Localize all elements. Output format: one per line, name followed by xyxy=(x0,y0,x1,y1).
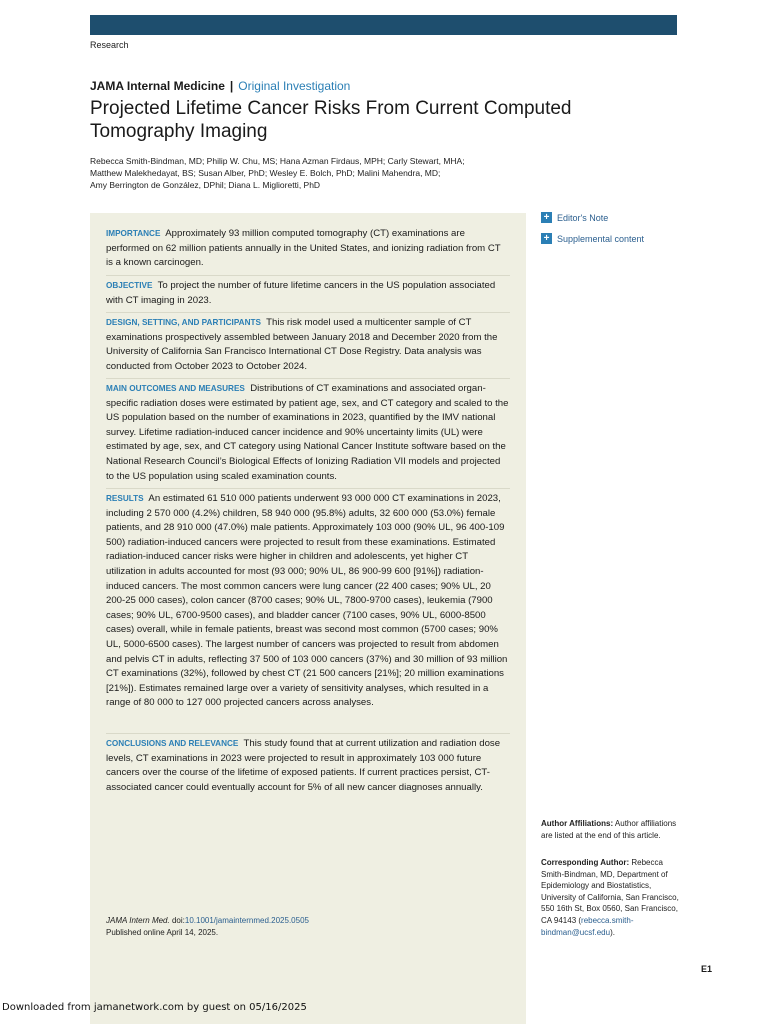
abstract-divider xyxy=(106,275,510,276)
section-label: Research xyxy=(90,40,129,50)
doi-link[interactable]: 10.1001/jamainternmed.2025.0505 xyxy=(184,916,309,925)
outcomes-heading: MAIN OUTCOMES AND MEASURES xyxy=(106,384,245,393)
citation-line xyxy=(106,915,406,927)
journal-abbreviation: JAMA Intern Med. xyxy=(106,916,170,925)
corresponding-author: Corresponding Author: Rebecca Smith-Bindman, MD, Department of Epidemiology and Biostatistics, University of California, San Francisco, 550 16th St, Box 0560, San Francisco, CA 94143 (rebecca.smith-bindman@ucsf.edu). xyxy=(541,858,679,937)
abstract-outcomes xyxy=(106,382,510,484)
conclusions-heading: CONCLUSIONS AND RELEVANCE xyxy=(106,739,239,748)
abstract-divider xyxy=(106,733,510,734)
design-heading: DESIGN, SETTING, AND PARTICIPANTS xyxy=(106,318,261,327)
design-text: This risk model used a multicenter sample of CT examinations prospectively assembled between January 2018 and December 2020 from the University of California San Francisco International CT Dose Registry. Data analysis was conducted from October 2023 to October 2024. xyxy=(106,317,498,372)
author-line: Amy Berrington de González, DPhil; Diana L. Miglioretti, PhD xyxy=(90,180,321,190)
abstract-divider xyxy=(106,312,510,313)
journal-line xyxy=(90,79,350,93)
corresponding-text: Rebecca Smith-Bindman, MD, Department of Epidemiology and Biostatistics, University of California, San Francisco, 550 16th St, Box 0560, San Francisco, CA 94143 xyxy=(541,858,679,925)
page-number: E1 xyxy=(701,964,713,974)
corresponding-email-link[interactable]: rebecca.smith-bindman@ucsf.edu xyxy=(541,915,634,937)
abstract-results xyxy=(106,492,510,711)
published-date: Published online April 14, 2025. xyxy=(106,927,219,937)
doi-prefix: doi: xyxy=(171,916,185,925)
abstract-divider xyxy=(106,488,510,489)
abstract-importance xyxy=(106,227,510,271)
conclusions-text: This study found that at current utilization and radiation dose levels, CT examinations in 2023 were projected to result in approximately 103 000 future cancers over the course of the lifetime of exposed patients. If current practices persist, CT-associated cancer could eventually account for 5% of all new cancer diagnoses annually. xyxy=(106,738,501,793)
results-text: An estimated 61 510 000 patients underwent 93 000 000 CT examinations in 2023, including 2 570 000 (4.2%) children, 58 940 000 (95.8%) adults, 32 600 000 (53.0%) female patients, and 28 910 000 (47.0%) male patients. Approximately 103 000 (90% UL, 96 400-109 500) radiation-induced cancers were projected to result from these examinations. Estimated radiation-induced cancer risks were higher in children and adolescents, yet higher CT utilization in adults accounted for most (93 000; 90% UL, 86 900-99 600 [91%]) radiation-induced cancers. The most common cancers were lung cancer (22 400 cases; 90% UL, 20 200-25 000 cases), colon cancer (8700 cases; 90% UL, 7800-9700 cases), leukemia (7900 cases; 90% UL, 6700-9500 cases), and bladder cancer (7100 cases, 90% UL, 6000-8500 cases) overall, while in female patients, breast was second most common (5700 cases; 90% UL, 5000-6500 cases). The largest number of cancers was projected to result from abdomen and pelvis CT in adults, reflecting 37 500 of 103 000 cancers (37%) and 30 million of 93 million CT examinations (32%), followed by chest CT (21 500 cancers [21%]; 20 million examinations [21%]). Estimates remained large over a variety of sensitivity analyses, which resulted in a range of 80 000 to 127 000 projected cancers across analyses. xyxy=(106,493,508,709)
journal-name: JAMA Internal Medicine xyxy=(90,79,225,93)
abstract-divider xyxy=(106,378,510,379)
author-list xyxy=(90,155,560,191)
author-affiliations xyxy=(541,818,681,841)
abstract-objective xyxy=(106,279,510,308)
download-notice: Downloaded from jamanetwork.com by guest on 05/16/2025 xyxy=(2,1002,307,1013)
plus-icon: + xyxy=(541,233,552,244)
supplemental-content-link[interactable] xyxy=(541,233,644,244)
importance-text: Approximately 93 million computed tomography (CT) examinations are performed on 62 million patients annually in the United States, and ionizing radiation from CT is a known carcinogen. xyxy=(106,228,501,269)
journal-separator: | xyxy=(229,79,234,93)
corresponding-heading: Corresponding Author: xyxy=(541,858,630,867)
objective-text: To project the number of future lifetime cancers in the US population associated with CT imaging in 2023. xyxy=(106,280,496,306)
outcomes-text: Distributions of CT examinations and associated organ-specific radiation doses were estimated by patient age, sex, and CT category and scaled to the US population based on the number of examinations in 2023, quantified by the IMV national survey. Lifetime radiation-induced cancer incidence and 90% uncertainty limits (UL) were estimated by age, sex, and CT category using National Cancer Institute software based on the National Research Council’s Biological Effects of Ionizing Radiation VII models and projected to the US population using scaled examination counts. xyxy=(106,383,509,482)
plus-icon: + xyxy=(541,212,552,223)
editors-note-link[interactable] xyxy=(541,212,608,223)
supplemental-label: Supplemental content xyxy=(557,233,645,244)
author-line: Matthew Malekhedayat, BS; Susan Alber, PhD; Wesley E. Bolch, PhD; Malini Mahendra, MD; xyxy=(90,168,441,178)
affiliations-text: Author affiliations are listed at the end of this article. xyxy=(541,819,677,840)
author-line: Rebecca Smith-Bindman, MD; Philip W. Chu, MS; Hana Azman Firdaus, MPH; Carly Stewart, MHA; xyxy=(90,156,465,166)
results-heading: RESULTS xyxy=(106,494,144,503)
affiliations-heading: Author Affiliations: xyxy=(541,819,614,828)
objective-heading: OBJECTIVE xyxy=(106,281,153,290)
content-type-link[interactable]: Original Investigation xyxy=(238,79,351,93)
header-bar xyxy=(90,15,677,35)
abstract-conclusions xyxy=(106,737,510,795)
importance-heading: IMPORTANCE xyxy=(106,229,161,238)
abstract-design xyxy=(106,316,510,374)
citation-block xyxy=(106,915,406,938)
article-title: Projected Lifetime Cancer Risks From Current Computed Tomography Imaging xyxy=(90,98,572,142)
editors-note-label: Editor's Note xyxy=(557,212,609,223)
